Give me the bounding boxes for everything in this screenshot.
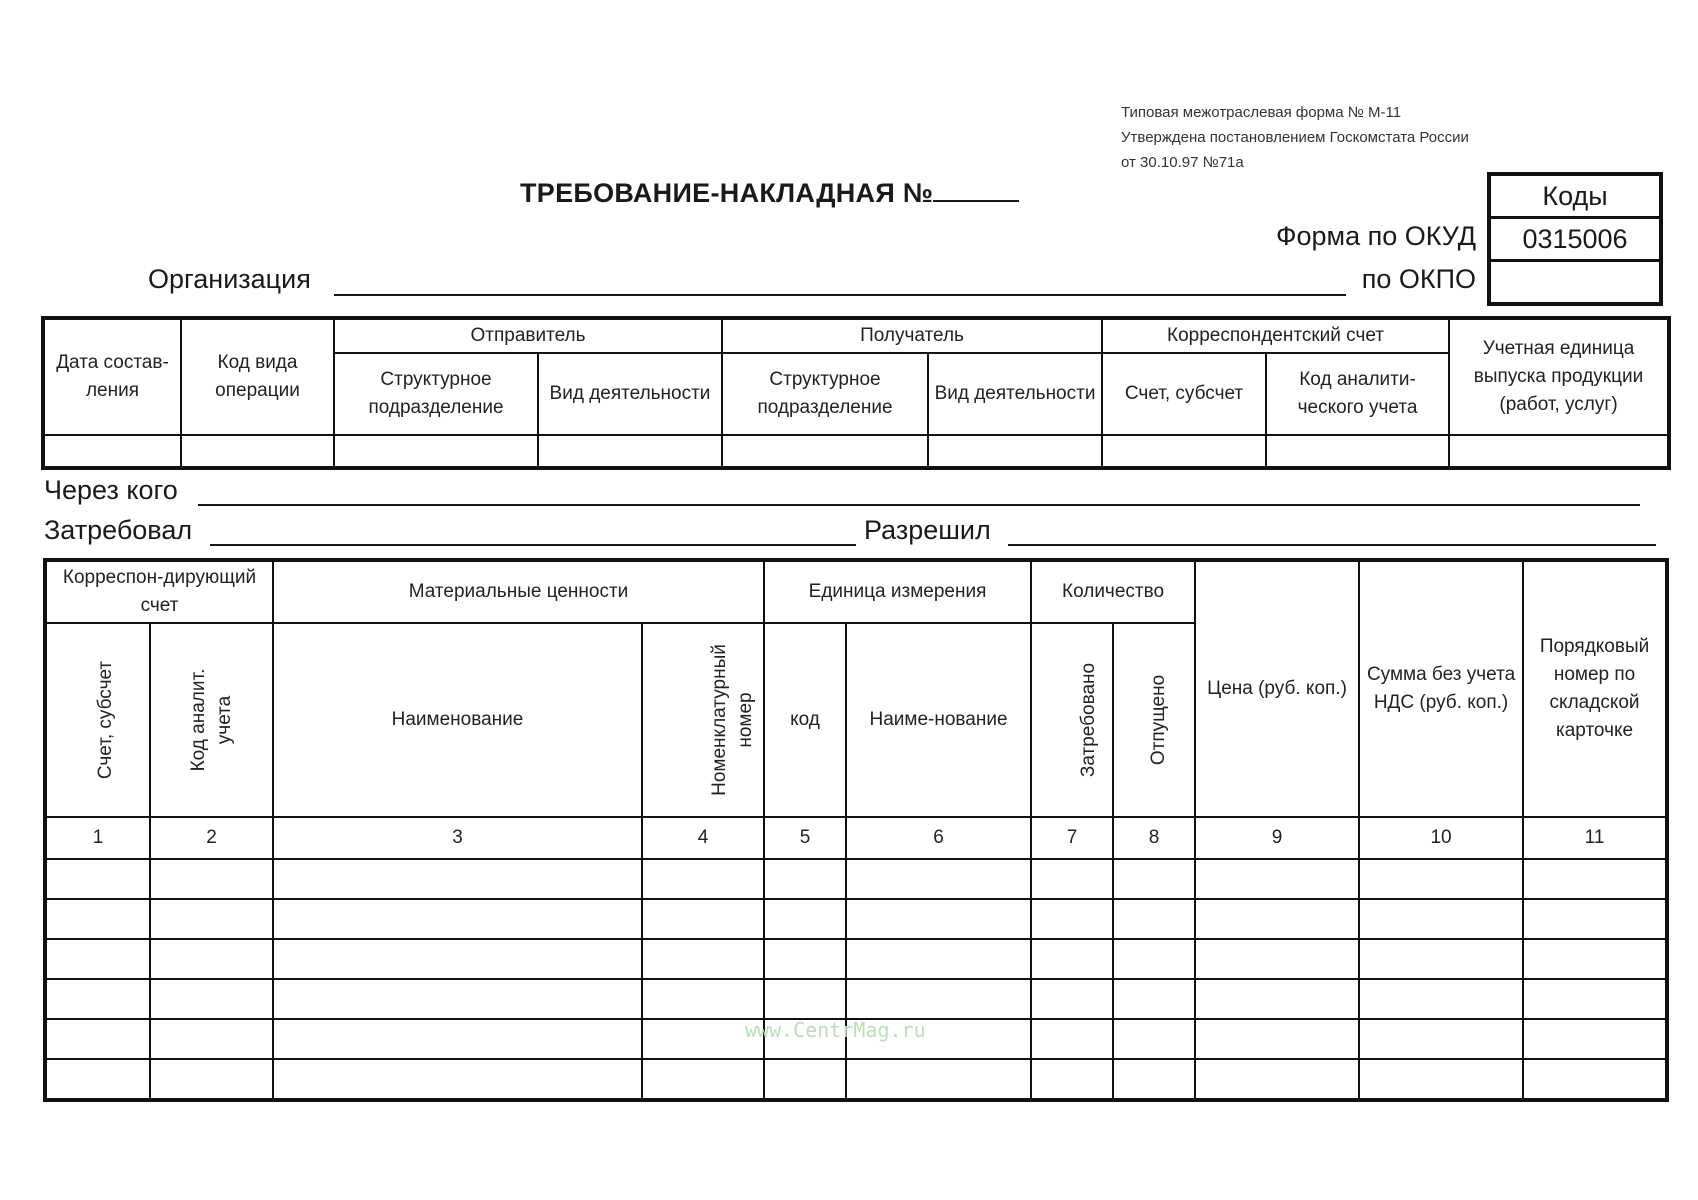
released-text: Отпущено — [1148, 674, 1170, 766]
analytic-code-text: Код аналит. учета — [187, 668, 235, 771]
table-cell[interactable] — [1359, 1059, 1523, 1099]
accounting-unit-cell[interactable] — [1449, 435, 1668, 467]
table-cell[interactable] — [1113, 939, 1195, 979]
okpo-value-field[interactable] — [1491, 262, 1659, 302]
form-date-line: от 30.10.97 №71а — [1121, 154, 1244, 171]
watermark-text: www.CentrMag.ru — [745, 1018, 926, 1042]
table-cell[interactable] — [1523, 939, 1666, 979]
table-cell[interactable] — [46, 939, 150, 979]
receiver-activity-cell[interactable] — [928, 435, 1102, 467]
accounting-unit-header: Учетная единица выпуска продукции (работ, услуг) — [1449, 319, 1668, 435]
sender-struct-unit-cell[interactable] — [334, 435, 538, 467]
analytic-code-cell[interactable] — [1266, 435, 1449, 467]
unit-of-measure-header: Единица измерения — [764, 561, 1031, 623]
form-standard-note — [1121, 100, 1469, 175]
sender-header: Отправитель — [334, 319, 722, 353]
table-cell[interactable] — [150, 939, 273, 979]
released-header — [1113, 623, 1195, 817]
codes-box — [1487, 172, 1663, 306]
table-cell[interactable] — [846, 1059, 1031, 1099]
column-numbers-row — [46, 817, 1666, 859]
table-cell[interactable] — [764, 979, 846, 1019]
header-info-table — [43, 318, 1669, 468]
organization-field[interactable] — [334, 294, 1346, 296]
table-row — [46, 859, 1666, 899]
unit-name-header: Наиме-нование — [846, 623, 1031, 817]
table-cell[interactable] — [273, 899, 642, 939]
table-cell[interactable] — [642, 979, 764, 1019]
column-number: 2 — [150, 817, 273, 859]
table-cell[interactable] — [1195, 939, 1359, 979]
table-row — [46, 1059, 1666, 1099]
table-cell[interactable] — [46, 899, 150, 939]
table-cell[interactable] — [642, 939, 764, 979]
table-cell[interactable] — [1113, 899, 1195, 939]
table-cell[interactable] — [1031, 899, 1113, 939]
account-subaccount-text: Счет, субсчет — [95, 660, 117, 780]
corr-account-header: Корреспондентский счет — [1102, 319, 1449, 353]
requested-text: Затребовано — [1078, 662, 1100, 778]
table-cell[interactable] — [764, 1059, 846, 1099]
table-cell[interactable] — [1031, 939, 1113, 979]
date-header: Дата состав-ления — [44, 319, 181, 435]
account-subaccount-header — [46, 623, 150, 817]
operation-code-header: Код вида операции — [181, 319, 334, 435]
header-input-row — [44, 435, 1668, 467]
unit-code-header: код — [764, 623, 846, 817]
receiver-activity-header: Вид деятельности — [928, 353, 1102, 435]
column-number: 4 — [642, 817, 764, 859]
table-cell[interactable] — [273, 939, 642, 979]
table-cell[interactable] — [1359, 859, 1523, 899]
table-cell[interactable] — [1195, 1059, 1359, 1099]
table-cell[interactable] — [846, 859, 1031, 899]
form-standard-line: Типовая межотраслевая форма № М-11 — [1121, 104, 1402, 121]
table-cell[interactable] — [1359, 1019, 1523, 1059]
through-field[interactable] — [198, 504, 1640, 506]
table-cell[interactable] — [1031, 979, 1113, 1019]
table-cell[interactable] — [1523, 1059, 1666, 1099]
table-cell[interactable] — [846, 899, 1031, 939]
table-cell[interactable] — [1523, 859, 1666, 899]
okud-label: Форма по ОКУД — [1275, 221, 1476, 251]
column-number: 7 — [1031, 817, 1113, 859]
table-row — [46, 979, 1666, 1019]
table-cell[interactable] — [1195, 979, 1359, 1019]
table-cell[interactable] — [46, 1019, 150, 1059]
table-cell[interactable] — [764, 939, 846, 979]
table-cell[interactable] — [150, 979, 273, 1019]
column-number: 10 — [1359, 817, 1523, 859]
table-cell[interactable] — [150, 1019, 273, 1059]
requested-by-field[interactable] — [210, 544, 856, 546]
table-cell[interactable] — [642, 1059, 764, 1099]
column-number: 3 — [273, 817, 642, 859]
sum-without-vat-header: Сумма без учета НДС (руб. коп.) — [1359, 561, 1523, 817]
column-number: 11 — [1523, 817, 1666, 859]
okud-value: 0315006 — [1491, 219, 1659, 262]
column-number: 8 — [1113, 817, 1195, 859]
account-subaccount-cell[interactable] — [1102, 435, 1266, 467]
column-number: 9 — [1195, 817, 1359, 859]
document-title-text: ТРЕБОВАНИЕ-НАКЛАДНАЯ № — [520, 178, 934, 208]
table-cell[interactable] — [764, 859, 846, 899]
table-cell[interactable] — [1195, 859, 1359, 899]
table-cell[interactable] — [150, 899, 273, 939]
table-cell[interactable] — [46, 859, 150, 899]
document-title — [520, 178, 1019, 209]
form-approval-line: Утверждена постановлением Госкомстата России — [1121, 129, 1469, 146]
operation-code-cell[interactable] — [181, 435, 334, 467]
approved-by-field[interactable] — [1008, 544, 1656, 546]
quantity-header: Количество — [1031, 561, 1195, 623]
column-number: 5 — [764, 817, 846, 859]
account-subaccount-header: Счет, субсчет — [1102, 353, 1266, 435]
through-label: Через кого — [44, 475, 178, 505]
receiver-struct-unit-cell[interactable] — [722, 435, 928, 467]
date-cell[interactable] — [44, 435, 181, 467]
materials-header: Материальные ценности — [273, 561, 764, 623]
nomenclature-number-header — [642, 623, 764, 817]
sender-activity-header: Вид деятельности — [538, 353, 722, 435]
name-header: Наименование — [273, 623, 642, 817]
table-cell[interactable] — [273, 979, 642, 1019]
card-number-header: Порядковый номер по складской карточке — [1523, 561, 1666, 817]
organization-label: Организация — [148, 264, 311, 294]
table-cell[interactable] — [1523, 979, 1666, 1019]
table-cell[interactable] — [642, 859, 764, 899]
table-cell[interactable] — [273, 859, 642, 899]
table-cell[interactable] — [1359, 979, 1523, 1019]
table-cell[interactable] — [150, 1059, 273, 1099]
codes-header: Коды — [1491, 176, 1659, 219]
receiver-header: Получатель — [722, 319, 1102, 353]
column-number: 6 — [846, 817, 1031, 859]
table-cell[interactable] — [150, 859, 273, 899]
requested-header — [1031, 623, 1113, 817]
column-number: 1 — [46, 817, 150, 859]
table-cell[interactable] — [1359, 899, 1523, 939]
table-cell[interactable] — [273, 1059, 642, 1099]
table-row — [46, 899, 1666, 939]
table-cell[interactable] — [846, 979, 1031, 1019]
document-number-field[interactable] — [933, 178, 1019, 202]
table-cell[interactable] — [1031, 859, 1113, 899]
corr-account-header: Корреспон-дирующий счет — [46, 561, 273, 623]
approved-by-label: Разрешил — [864, 515, 991, 545]
receiver-struct-unit-header: Структурное подразделение — [722, 353, 928, 435]
table-cell[interactable] — [846, 939, 1031, 979]
table-cell[interactable] — [1031, 1059, 1113, 1099]
sender-activity-cell[interactable] — [538, 435, 722, 467]
table-cell[interactable] — [1113, 979, 1195, 1019]
analytic-code-header: Код аналити-ческого учета — [1266, 353, 1449, 435]
price-header: Цена (руб. коп.) — [1195, 561, 1359, 817]
materials-rows — [46, 859, 1666, 1099]
table-cell[interactable] — [1359, 939, 1523, 979]
requested-by-label: Затребовал — [44, 515, 193, 545]
table-cell[interactable] — [46, 1059, 150, 1099]
table-cell[interactable] — [1195, 1019, 1359, 1059]
table-cell[interactable] — [1523, 899, 1666, 939]
table-cell[interactable] — [1195, 899, 1359, 939]
nomenclature-number-text: Номенклатурный номер — [709, 643, 756, 796]
table-cell[interactable] — [1031, 1019, 1113, 1059]
table-row — [46, 939, 1666, 979]
table-cell[interactable] — [1113, 1059, 1195, 1099]
table-cell[interactable] — [46, 979, 150, 1019]
sender-struct-unit-header: Структурное подразделение — [334, 353, 538, 435]
table-cell[interactable] — [642, 899, 764, 939]
table-cell[interactable] — [1113, 1019, 1195, 1059]
okpo-label: по ОКПО — [1361, 264, 1476, 294]
table-cell[interactable] — [1113, 859, 1195, 899]
table-cell[interactable] — [1523, 1019, 1666, 1059]
table-cell[interactable] — [764, 899, 846, 939]
table-cell[interactable] — [273, 1019, 642, 1059]
analytic-code-header — [150, 623, 273, 817]
